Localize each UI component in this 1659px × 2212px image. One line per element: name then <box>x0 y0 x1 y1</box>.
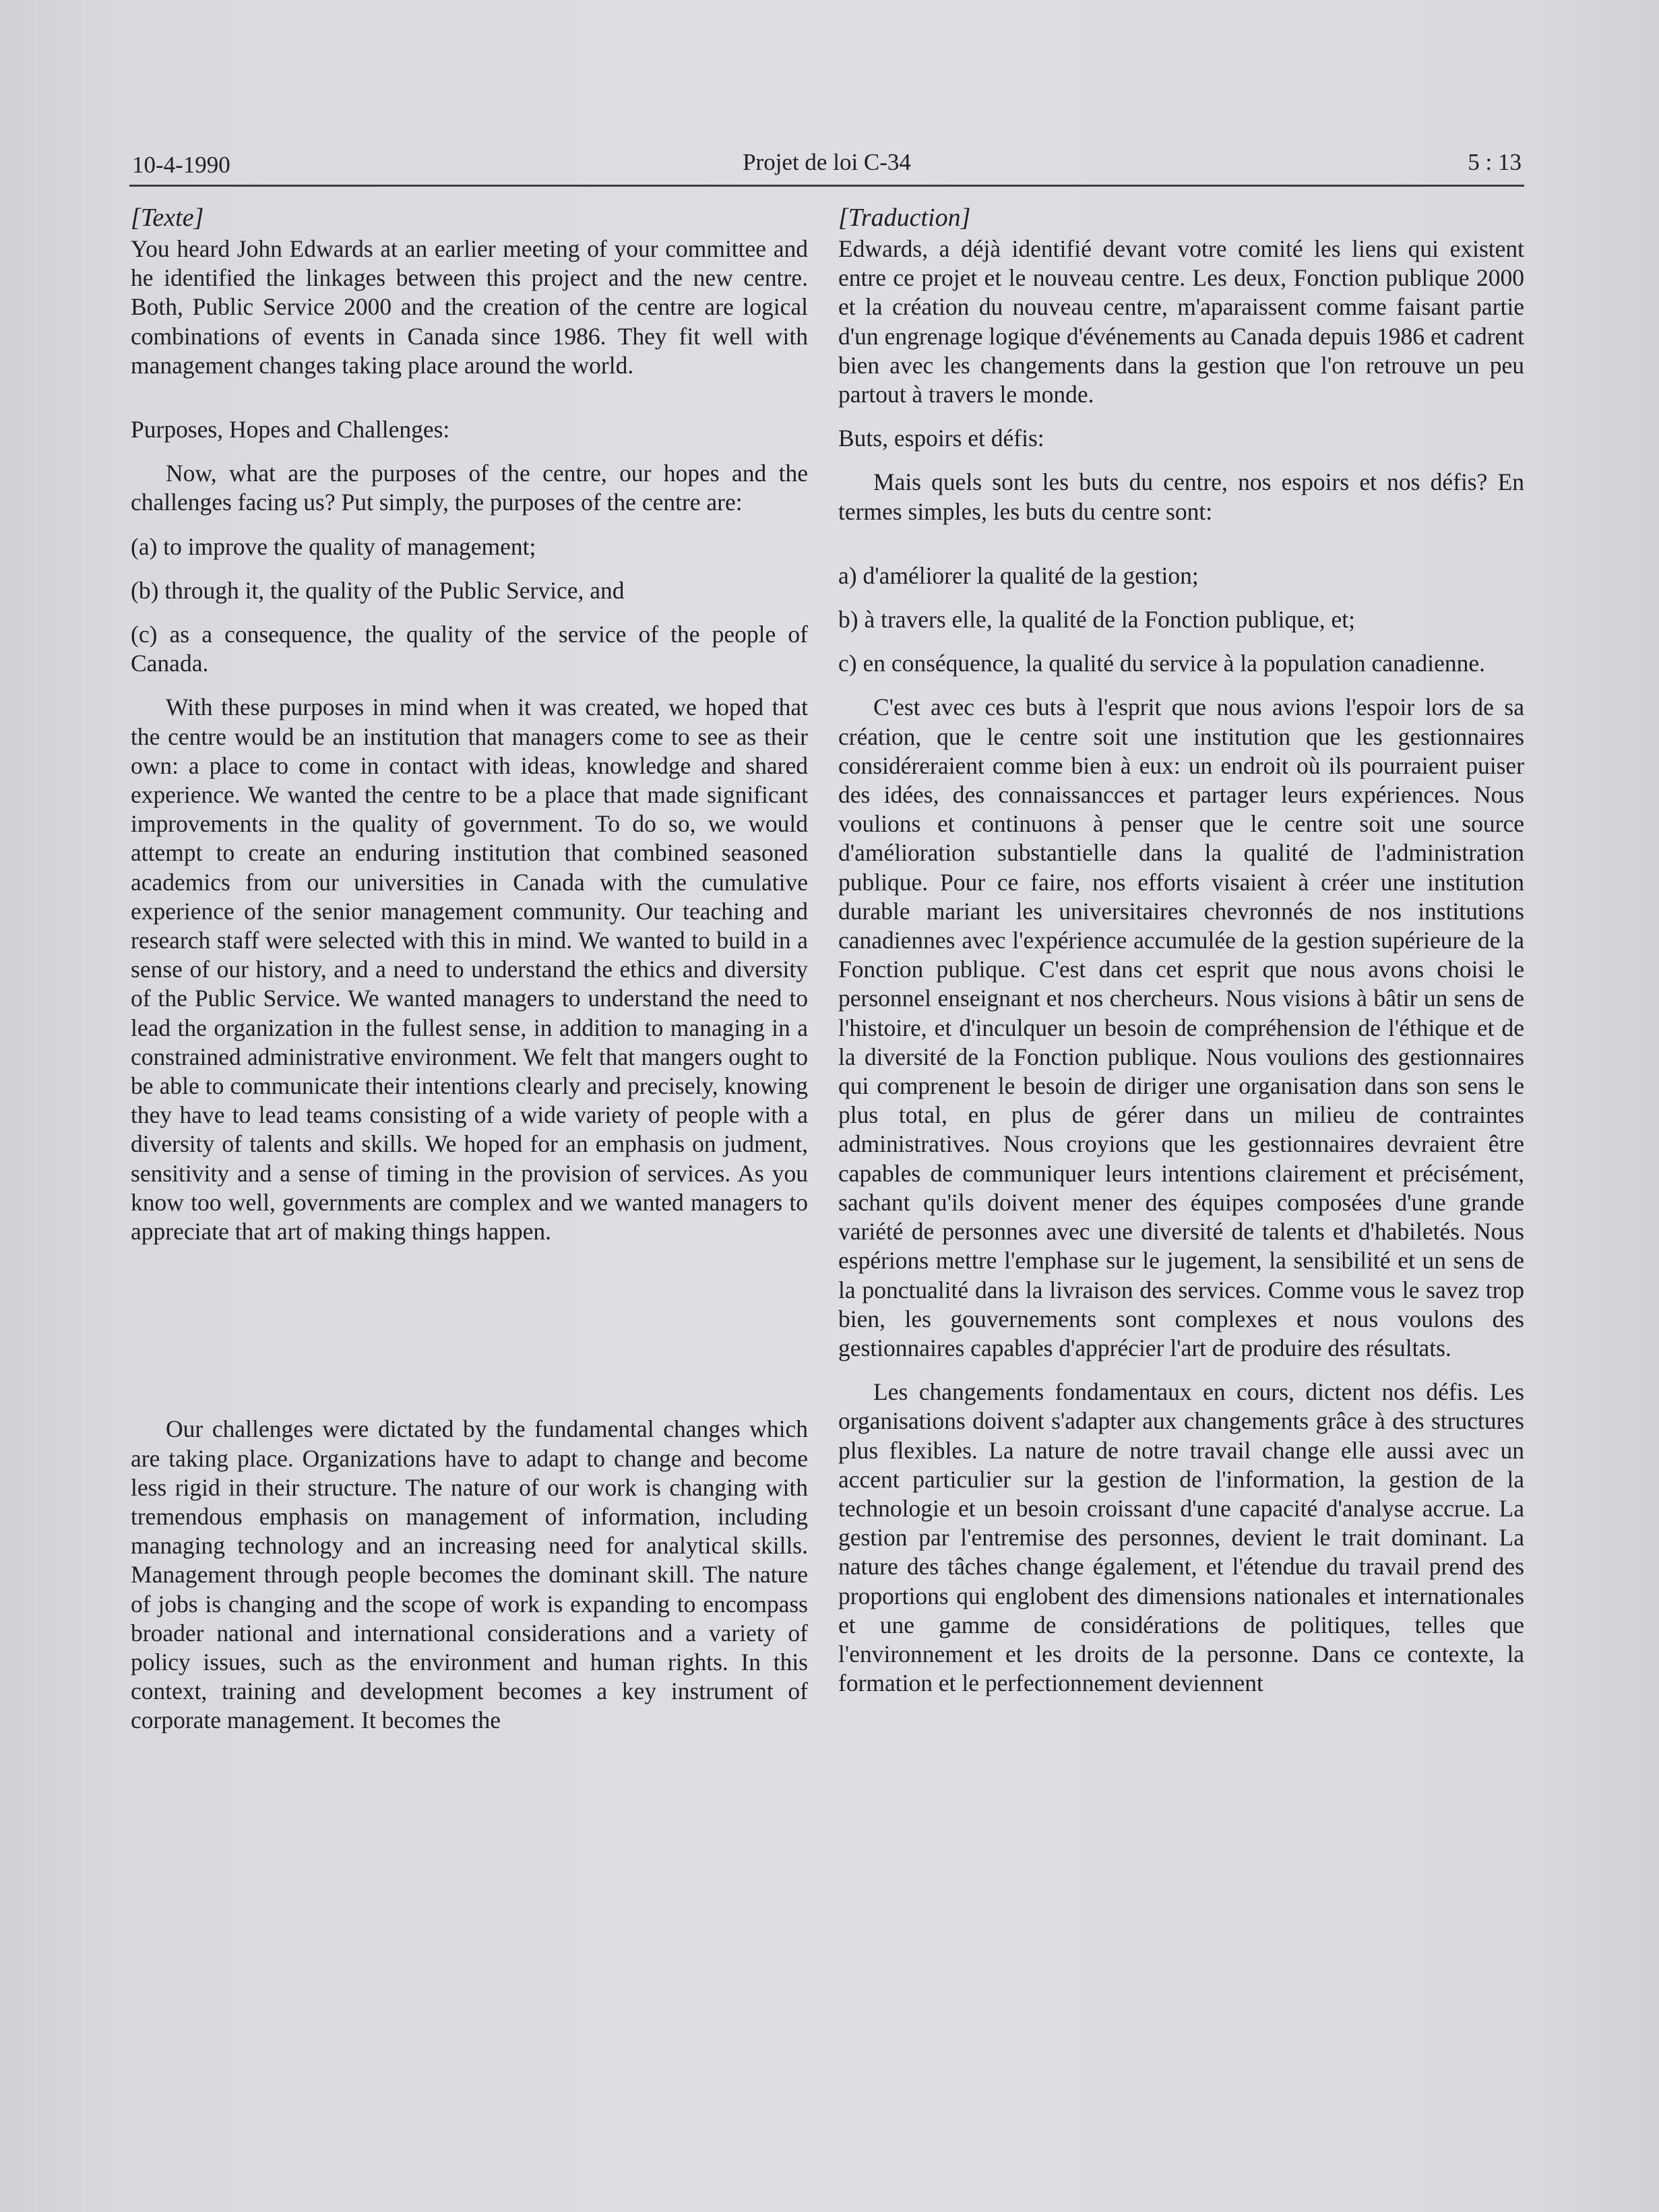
list-item-b: (b) through it, the quality of the Public Service, and <box>131 576 625 604</box>
english-column <box>131 202 808 1735</box>
texte-tag: [Texte] <box>131 204 204 232</box>
paragraph-hopes: With these purposes in mind when it was created, we hoped that the centre would be an institution that managers come to see as their own: a place to come in contact with ideas, knowledge and shared experience. We wanted the centre to be a place that made significant improvements in the quality of government. To do so, we would attempt to create an enduring institution that combined seasoned academics from our universities in Canada with the cumulative experience of the senior management community. Our teaching and research staff were selected with this in mind. We wanted to build in a sense of our history, and a need to understand the ethics and diversity of the Public Service. We wanted managers to understand the need to lead the organization in the fullest sense, in addition to managing in a constrained administrative environment. We felt that mangers ought to be able to communicate their intentions clearly and precisely, knowing they have to lead teams consisting of a wide variety of people with a diversity of talents and skills. We hoped for an emphasis on judment, sensitivity and a sense of timing in the provision of services. As you know too well, governments are complex and we wanted managers to appreciate that art of making things happen. <box>131 694 808 1246</box>
section-heading-fr: Buts, espoirs et défis: <box>838 425 1044 452</box>
paragraph-hopes-fr: C'est avec ces buts à l'esprit que nous avions l'espoir lors de sa création, que le centre soit une institution que les gestionnaires considéreraient comme bien à eux: un endroit où ils pourraient puiser des idées, des connaissancces et partager leurs expériences. Nous voulions et continuons à penser que le centre soit une source d'amélioration substantielle dans la qualité de l'administration publique. Pour ce faire, nos efforts visaient à créer une institution durable mariant les universitaires chevronnés de nos institutions canadiennes avec l'expérience accumulée de la gestion supérieure de la Fonction publique. C'est dans cet esprit que nous avons choisi le personnel enseignant et nos chercheurs. Nous visions à bâtir un sens de l'histoire, et d'inculquer un besoin de compréhension de l'éthique et de la diversité de la Fonction publique. Nous voulions des gestionnaires qui comprenent le besoin de diriger une organisation dans son sens le plus total, en plus de gérer dans un milieu de contraintes administratives. Nous croyions que les gestionnaires devraient être capables de communiquer leurs intentions clairement et précisément, sachant qu'ils doivent mener des équipes composées d'une grande variété de personnes avec une diversité de talents et d'habiletés. Nous espérions mettre l'emphase sur le jugement, la sensibilité et un sens de la ponctualité dans la livraison des services. Comme vous le savez trop bien, les gouvernements sont complexes et nous voulons des gestionnaires capables d'apprécier l'art de produire des résultats. <box>838 694 1524 1361</box>
header-title: Projet de loi C-34 <box>743 149 911 175</box>
paragraph-purposes: Now, what are the purposes of the centre, our hopes and the challenges facing us? Put simply, the purposes of the centre are: <box>131 460 808 516</box>
french-column <box>838 202 1524 1698</box>
header-date: 10-4-1990 <box>132 152 230 178</box>
section-heading: Purposes, Hopes and Challenges: <box>131 416 450 443</box>
list-item-c-fr: c) en conséquence, la qualité du service à la population canadienne. <box>838 650 1486 677</box>
paragraph-purposes-fr: Mais quels sont les buts du centre, nos espoirs et nos défis? En termes simples, les buts du centre sont: <box>838 468 1524 525</box>
paragraph-intro-fr: Edwards, a déjà identifié devant votre comité les liens qui existent entre ce projet et le nouveau centre. Les deux, Fonction publique 2000 et la création du nouveau centre, m'aparaissent comme faisant partie d'un engrenage logique d'événements au Canada depuis 1986 et cadrent bien avec les changements dans la gestion que l'on retrouve un peu partout à travers le monde. <box>838 235 1524 408</box>
page-header <box>129 144 1524 187</box>
paragraph-challenges-fr: Les changements fondamentaux en cours, dictent nos défis. Les organisations doivent s'adapter aux changements grâce à des structures plus flexibles. La nature de notre travail change elle aussi avec un accent particulier sur la gestion de l'information, la gestion de la technologie et un besoin croissant d'une capacité d'analyse accrue. La gestion par l'entremise des personnes, devient le trait dominant. La nature des tâches change également, et l'étendue du travail prend des proportions qui englobent des dimensions nationales et internationales et une gamme de considérations de politiques, telles que l'environnement et les droits de la personne. Dans ce contexte, la formation et le perfectionnement deviennent <box>838 1378 1524 1697</box>
header-page-number: 5 : 13 <box>1468 149 1522 175</box>
traduction-tag: [Traduction] <box>838 204 971 232</box>
list-item-c: (c) as a consequence, the quality of the service of the people of Canada. <box>131 621 808 677</box>
paragraph-intro: You heard John Edwards at an earlier meeting of your committee and he identified the linkages between this project and the new centre. Both, Public Service 2000 and the creation of the centre are logical combinations of events in Canada since 1986. They fit well with management changes taking place around the world. <box>131 235 808 379</box>
list-item-b-fr: b) à travers elle, la qualité de la Fonction publique, et; <box>838 606 1355 634</box>
list-item-a-fr: a) d'améliorer la qualité de la gestion; <box>838 561 1199 589</box>
list-item-a: (a) to improve the quality of management; <box>131 532 536 560</box>
paragraph-challenges: Our challenges were dictated by the fundamental changes which are taking place. Organizations have to adapt to change and become less rigid in their structure. The nature of our work is changing with tremendous emphasis on management of information, including managing technology and an increasing need for analytical skills. Management through people becomes the dominant skill. The nature of jobs is changing and the scope of work is expanding to encompass broader national and international considerations and a variety of policy issues, such as the environment and human rights. In this context, training and development becomes a key instrument of corporate management. It becomes the <box>131 1415 808 1734</box>
